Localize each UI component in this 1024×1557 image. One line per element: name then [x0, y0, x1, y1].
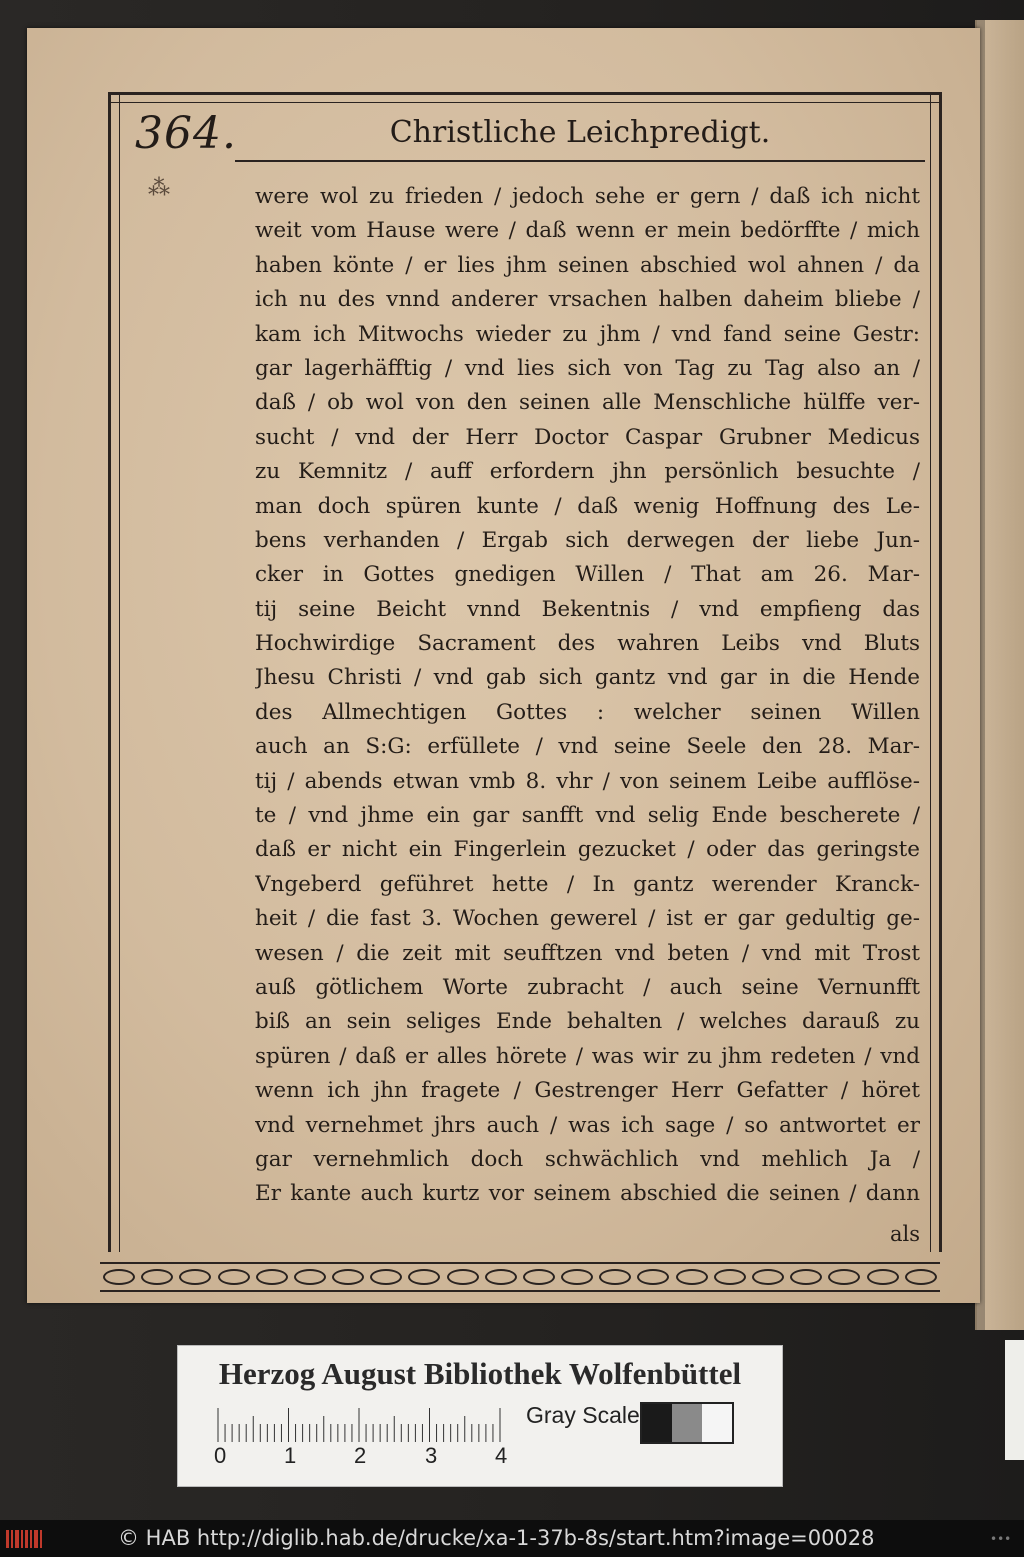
ornamental-border-bottom	[100, 1262, 940, 1292]
text-line: Jhesu Christi / vnd gab sich gantz vnd gar in die Hende	[255, 665, 920, 691]
second-card-edge	[1005, 1340, 1024, 1460]
text-line: vnd vernehmet jhrs auch / was ich sage / so antwortet er	[255, 1112, 920, 1138]
ruler-number: 1	[284, 1443, 297, 1468]
adjacent-page-edge	[975, 20, 1024, 1330]
ornament-oval	[485, 1269, 517, 1285]
page-number: 364.	[135, 108, 237, 159]
ruler-number: 0	[214, 1443, 227, 1468]
ruler-number: 2	[354, 1443, 367, 1468]
text-line: auch an S:G: erfüllete / vnd seine Seele den 28. Mar-	[255, 734, 920, 760]
text-line: des Allmechtigen Gottes : welcher seinen Willen	[255, 699, 920, 725]
ornament-oval	[179, 1269, 211, 1285]
page-frame-top-rule	[110, 92, 940, 103]
ornament-oval	[218, 1269, 250, 1285]
text-line: haben könte / er lies jhm seinen abschied wol ahnen / da	[255, 252, 920, 278]
text-line: Vngeberd geführet hette / In gantz werender Kranck-	[255, 871, 920, 897]
ornament-oval	[332, 1269, 364, 1285]
text-line: Er kante auch kurtz vor seinem abschied die seinen / dann	[255, 1181, 920, 1207]
ornament-oval	[790, 1269, 822, 1285]
ornament-oval	[599, 1269, 631, 1285]
body-text	[255, 180, 920, 1212]
ornament-oval	[408, 1269, 440, 1285]
text-line: gar vernehmlich doch schwächlich vnd mehlich Ja /	[255, 1146, 920, 1172]
institution-name: Herzog August Bibliothek Wolfenbüttel	[218, 1356, 742, 1391]
ornament-oval	[714, 1269, 746, 1285]
text-line: daß / ob wol von den seinen alle Menschliche hülffe ver-	[255, 390, 920, 416]
hab-barcode-logo-icon	[6, 1528, 46, 1550]
text-line: cker in Gottes gnedigen Willen / That am 26. Mar-	[255, 562, 920, 588]
ornament-oval	[103, 1269, 135, 1285]
ornament-oval	[294, 1269, 326, 1285]
centimeter-ruler	[216, 1406, 516, 1442]
text-line: Hochwirdige Sacrament des wahren Leibs vnd Bluts	[255, 631, 920, 657]
ornament-oval	[867, 1269, 899, 1285]
ornament-oval	[447, 1269, 479, 1285]
ruler-number: 3	[425, 1443, 438, 1468]
ornament-oval	[637, 1269, 669, 1285]
ornament-oval	[905, 1269, 937, 1285]
text-line: spüren / daß er alles hörete / was wir zu jhm redeten / vnd	[255, 1043, 920, 1069]
ornament-oval	[828, 1269, 860, 1285]
footer-menu-dots-icon[interactable]: •••	[990, 1532, 1012, 1546]
text-line: sucht / vnd der Herr Doctor Caspar Grubner Medicus	[255, 424, 920, 450]
gray-swatch-dark	[642, 1404, 672, 1442]
text-line: te / vnd jhme ein gar sanfft vnd selig Ende bescherete /	[255, 803, 920, 829]
library-color-card	[177, 1345, 783, 1487]
ornament-oval	[523, 1269, 555, 1285]
gray-scale-swatch	[640, 1402, 734, 1444]
ornament-oval	[561, 1269, 593, 1285]
text-line: kam ich Mitwochs wieder zu jhm / vnd fand seine Gestr:	[255, 321, 920, 347]
text-line: wesen / die zeit mit seufftzen vnd beten / vnd mit Trost	[255, 940, 920, 966]
footer-bar	[0, 1520, 1024, 1557]
page-frame-left-rule	[108, 92, 120, 1252]
text-line: weit vom Hause were / daß wenn er mein bedörffte / mich	[255, 218, 920, 244]
copyright-link[interactable]: © HAB http://diglib.hab.de/drucke/xa-1-37b-8s/start.htm?image=00028	[118, 1526, 875, 1550]
text-line: daß er nicht ein Fingerlein gezucket / oder das geringste	[255, 837, 920, 863]
ruler-ticks	[216, 1406, 516, 1442]
ornament-oval	[676, 1269, 708, 1285]
text-line: biß an sein seliges Ende behalten / welches darauß zu	[255, 1009, 920, 1035]
gray-scale-label: Gray Scale	[526, 1402, 640, 1428]
text-line: heit / die fast 3. Wochen gewerel / ist er gar gedultig ge-	[255, 906, 920, 932]
marginal-ink-mark: ⁂	[148, 176, 170, 201]
text-line: were wol zu frieden / jedoch sehe er gern / daß ich nicht	[255, 184, 920, 209]
catchword: als	[889, 1222, 920, 1246]
ornament-oval	[752, 1269, 784, 1285]
gray-swatch-light	[702, 1404, 732, 1442]
text-line: tij seine Beicht vnnd Bekentnis / vnd empfieng das	[255, 596, 920, 622]
text-line: man doch spüren kunte / daß wenig Hoffnung des Le-	[255, 493, 920, 519]
gray-swatch-mid	[672, 1404, 702, 1442]
text-line: tij / abends etwan vmb 8. vhr / von seinem Leibe aufflöse-	[255, 768, 920, 794]
ruler-number: 4	[495, 1443, 508, 1468]
ornament-oval	[370, 1269, 402, 1285]
ornament-oval	[256, 1269, 288, 1285]
header-rule	[235, 160, 925, 162]
text-line: bens verhanden / Ergab sich derwegen der liebe Jun-	[255, 527, 920, 553]
text-line: gar lagerhäfftig / vnd lies sich von Tag zu Tag also an /	[255, 355, 920, 381]
text-line: wenn ich jhn fragete / Gestrenger Herr Gefatter / höret	[255, 1078, 920, 1104]
text-line: ich nu des vnnd anderer vrsachen halben daheim bliebe /	[255, 287, 920, 313]
running-title: Christliche Leichpredigt.	[389, 115, 771, 150]
text-line: auß götlichem Worte zubracht / auch seine Vernunfft	[255, 974, 920, 1000]
text-line: zu Kemnitz / auff erfordern jhn persönlich besuchte /	[255, 459, 920, 485]
page-frame-right-rule	[930, 92, 942, 1252]
ornament-oval	[141, 1269, 173, 1285]
